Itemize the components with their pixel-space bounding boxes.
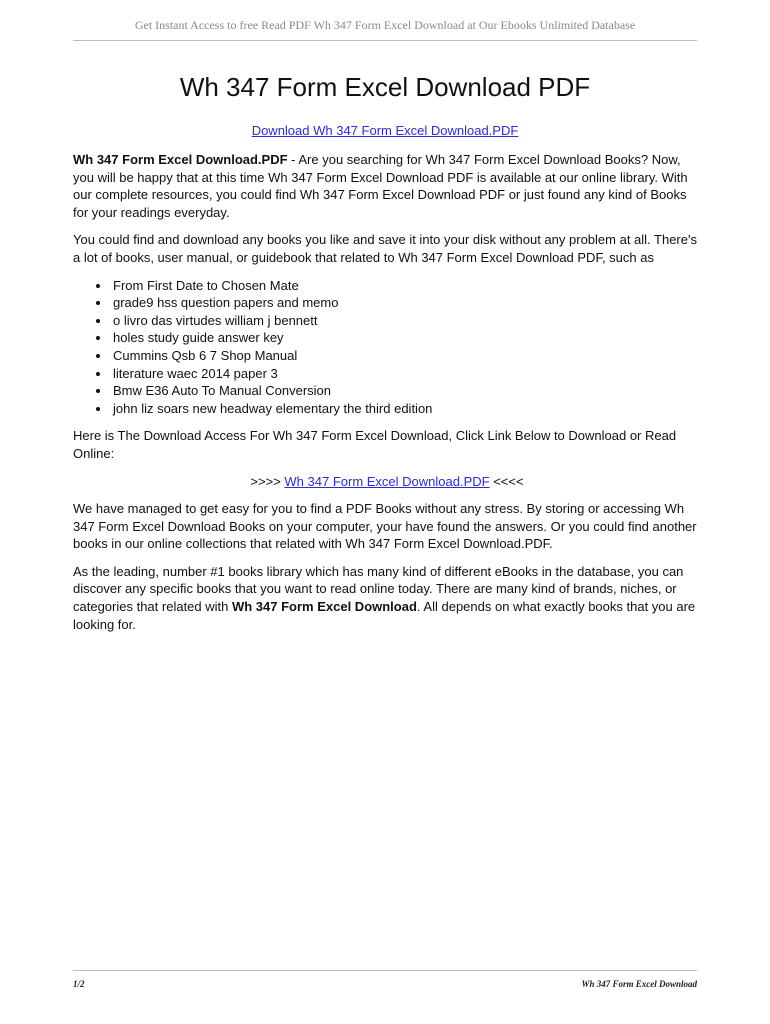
page-number: 1/2 — [73, 979, 85, 989]
intro-bold-lead: Wh 347 Form Excel Download.PDF — [73, 152, 288, 167]
intro-paragraph — [73, 151, 701, 221]
list-item: • holes study guide answer key — [111, 329, 701, 347]
paragraph-5-part2: . All depends on what exactly books that you are looking for. — [73, 599, 696, 632]
paragraph-5-bold: Wh 347 Form Excel Download — [231, 599, 417, 615]
access-prefix: >>>> — [250, 473, 285, 489]
access-suffix: <<<< — [489, 473, 524, 489]
top-download-link-row — [0, 122, 770, 140]
paragraph-4: We have managed to get easy for you to find a PDF Books without any stress. By storing or accessing Wh 347 Form Excel Download Books on your computer, your have found the answers. Or you could find another books in our online collections that related with Wh 347 Form Excel Download.PDF. — [73, 501, 697, 552]
access-line — [73, 473, 701, 491]
page-header — [73, 14, 697, 41]
document-body — [73, 151, 701, 643]
book-list — [73, 277, 701, 418]
list-item: • Cummins Qsb 6 7 Shop Manual — [111, 347, 701, 365]
list-item: • john liz soars new headway elementary the third edition — [111, 400, 701, 418]
paragraph-5-part1: As the leading, number #1 books library which has many kind of different eBooks in the database, you can discover any specific books that you want to read online today. There are many kind of brands, niches, or categories that related with — [73, 563, 684, 615]
footer-title: Wh 347 Form Excel Download — [581, 979, 697, 989]
list-item: • Bmw E36 Auto To Manual Conversion — [111, 382, 701, 400]
list-item: • literature waec 2014 paper 3 — [111, 365, 701, 383]
header-text: Get Instant Access to free Read PDF Wh 347 Form Excel Download at Our Ebooks Unlimited Database — [134, 18, 636, 32]
paragraph-5 — [73, 563, 701, 633]
paragraph-3: Here is The Download Access For Wh 347 Form Excel Download, Click Link Below to Download or Read Online: — [73, 428, 677, 461]
list-item: • o livro das virtudes william j bennett — [111, 312, 701, 330]
paragraph-2: You could find and download any books you like and save it into your disk without any problem at all. There's a lot of books, user manual, or guidebook that related to Wh 347 Form Excel Download PDF, such as — [73, 232, 697, 265]
top-download-link[interactable]: Download Wh 347 Form Excel Download.PDF — [251, 123, 519, 138]
intro-text: - Are you searching for Wh 347 Form Excel Download Books? Now, you will be happy that at this time Wh 347 Form Excel Download PDF is available at our online library. With our complete resources, you could find Wh 347 Form Excel Download PDF or just found any kind of Books for your readings everyday. — [73, 152, 688, 220]
page-title: Wh 347 Form Excel Download PDF — [179, 72, 591, 102]
list-item: • grade9 hss question papers and memo — [111, 294, 701, 312]
list-item: • From First Date to Chosen Mate — [111, 277, 701, 295]
page-footer — [73, 970, 697, 989]
access-download-link[interactable]: Wh 347 Form Excel Download.PDF — [284, 473, 490, 489]
